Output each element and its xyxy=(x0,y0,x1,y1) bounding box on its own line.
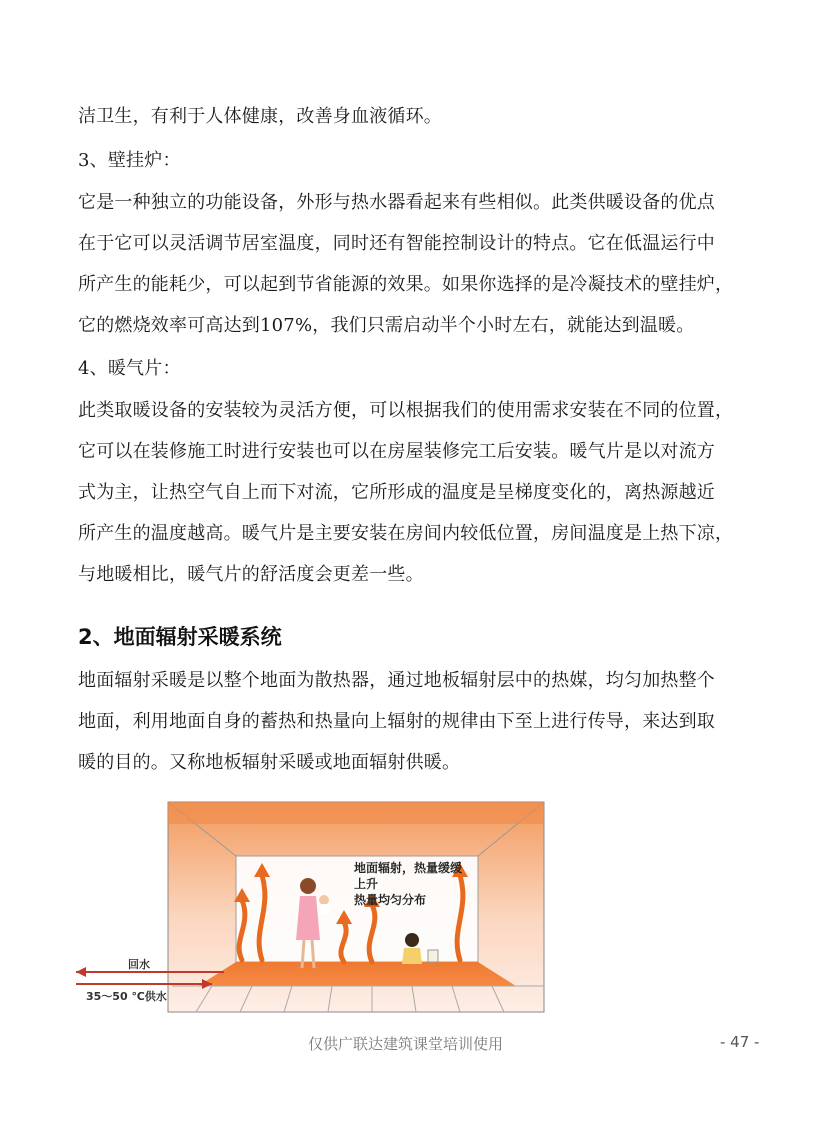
page-number: - 47 - xyxy=(720,1033,760,1051)
text-line: 暖的目的。又称地板辐射采暖或地面辐射供暖。 xyxy=(78,752,461,773)
text-line: 式为主，让热空气自上而下对流，它所形成的温度是呈梯度变化的，离热源越近 xyxy=(78,482,715,503)
text-line: 所产生的能耗少，可以起到节省能源的效果。如果你选择的是冷凝技术的壁挂炉， xyxy=(78,274,734,295)
return-water-label: 回水 xyxy=(128,958,150,971)
text-line: 地面，利用地面自身的蓄热和热量向上辐射的规律由下至上进行传导，来达到取 xyxy=(78,711,715,732)
paragraph-radiator xyxy=(78,390,768,595)
text-line: 4、暖气片： xyxy=(78,358,181,379)
paragraph-intro xyxy=(78,96,768,137)
paragraph-floor-heating xyxy=(78,660,768,783)
text-line: 地面辐射采暖是以整个地面为散热器，通过地板辐射层中的热媒，均匀加热整个 xyxy=(78,670,715,691)
text-line: 3、壁挂炉： xyxy=(78,150,181,171)
paragraph-wall-boiler xyxy=(78,182,768,346)
floor-heating-illustration xyxy=(72,800,552,1018)
text-line: 它是一种独立的功能设备，外形与热水器看起来有些相似。此类供暖设备的优点 xyxy=(78,192,715,213)
figure-label-line: 热量均匀分布 xyxy=(354,893,427,907)
section-heading: 2、地面辐射采暖系统 xyxy=(78,625,282,649)
footer-note: 仅供广联达建筑课堂培训使用 xyxy=(308,1035,504,1053)
text-line: 与地暖相比，暖气片的舒活度会更差一些。 xyxy=(78,564,424,585)
figure-label-line: 上升 xyxy=(354,877,379,891)
return-arrow-icon xyxy=(76,967,86,977)
subheading-wall-boiler xyxy=(78,140,768,181)
figure-label-line: 地面辐射，热量缓缓 xyxy=(354,861,463,875)
text-line: 此类取暖设备的安装较为灵活方便，可以根据我们的使用需求安装在不同的位置， xyxy=(78,400,734,421)
ceiling xyxy=(168,802,544,824)
subheading-radiator xyxy=(78,348,768,389)
text-line: 所产生的温度越高。暖气片是主要安装在房间内较低位置，房间温度是上热下凉， xyxy=(78,523,734,544)
text-line: 它可以在装修施工时进行安装也可以在房屋装修完工后安装。暖气片是以对流方 xyxy=(78,441,715,462)
text-line: 它的燃烧效率可高达到107%，我们只需启动半个小时左右，就能达到温暖。 xyxy=(78,315,695,336)
text-line: 在于它可以灵活调节居室温度，同时还有智能控制设计的特点。它在低温运行中 xyxy=(78,233,715,254)
heated-floor xyxy=(198,962,516,986)
text-line: 洁卫生，有利于人体健康，改善身血液循环。 xyxy=(78,106,442,127)
illustration-svg xyxy=(72,800,552,1018)
supply-water-label: 35～50 ℃供水 xyxy=(86,990,167,1003)
